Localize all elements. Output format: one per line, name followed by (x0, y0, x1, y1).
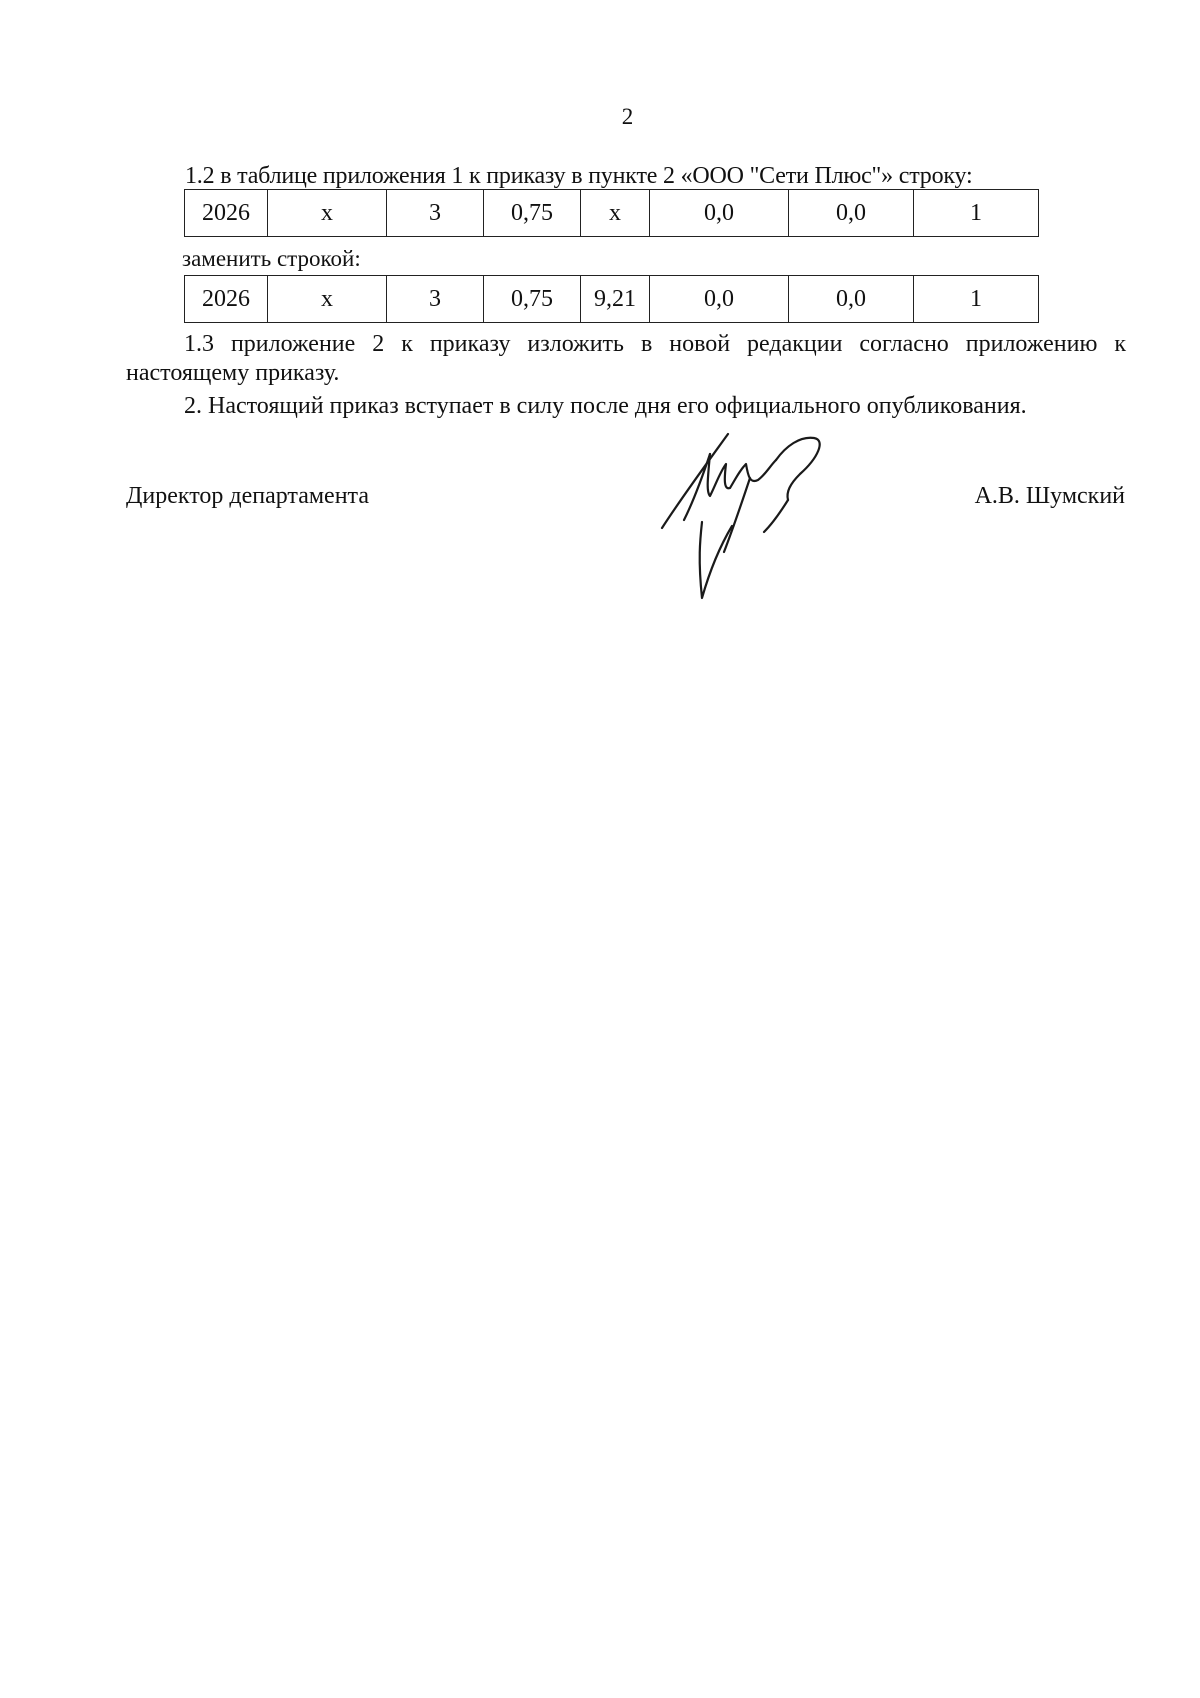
director-title: Директор департамента (126, 483, 369, 509)
table-cell: 9,21 (581, 276, 650, 323)
table-row (185, 276, 1039, 323)
table-cell: 0,75 (484, 190, 581, 237)
paragraph-1-3: 1.3 приложение 2 к приказу изложить в новой редакции согласно приложению к настоящему приказу. (126, 331, 1126, 386)
table-cell: 2026 (185, 276, 268, 323)
table-cell: х (268, 190, 387, 237)
table-cell: 0,0 (789, 276, 914, 323)
table-cell: 0,0 (650, 276, 789, 323)
table-cell: 2026 (185, 190, 268, 237)
page-number: 2 (621, 104, 634, 129)
table-cell: х (581, 190, 650, 237)
director-name: А.В. Шумский (974, 483, 1125, 509)
table-cell: 3 (387, 190, 484, 237)
paragraph-2: 2. Настоящий приказ вступает в силу после дня его официального опубликования. (184, 393, 1027, 419)
table-cell: 0,0 (650, 190, 789, 237)
table-cell: х (268, 276, 387, 323)
paragraph-1-2: 1.2 в таблице приложения 1 к приказу в пункте 2 «ООО "Сети Плюс"» строку: (185, 163, 973, 189)
handwritten-signature (650, 430, 870, 610)
table-cell: 0,0 (789, 190, 914, 237)
replacement-row-table (184, 275, 1039, 323)
replace-label: заменить строкой: (182, 246, 361, 271)
table-cell: 1 (914, 276, 1039, 323)
original-row-table (184, 189, 1039, 237)
table-cell: 1 (914, 190, 1039, 237)
table-row (185, 190, 1039, 237)
table-cell: 3 (387, 276, 484, 323)
table-cell: 0,75 (484, 276, 581, 323)
